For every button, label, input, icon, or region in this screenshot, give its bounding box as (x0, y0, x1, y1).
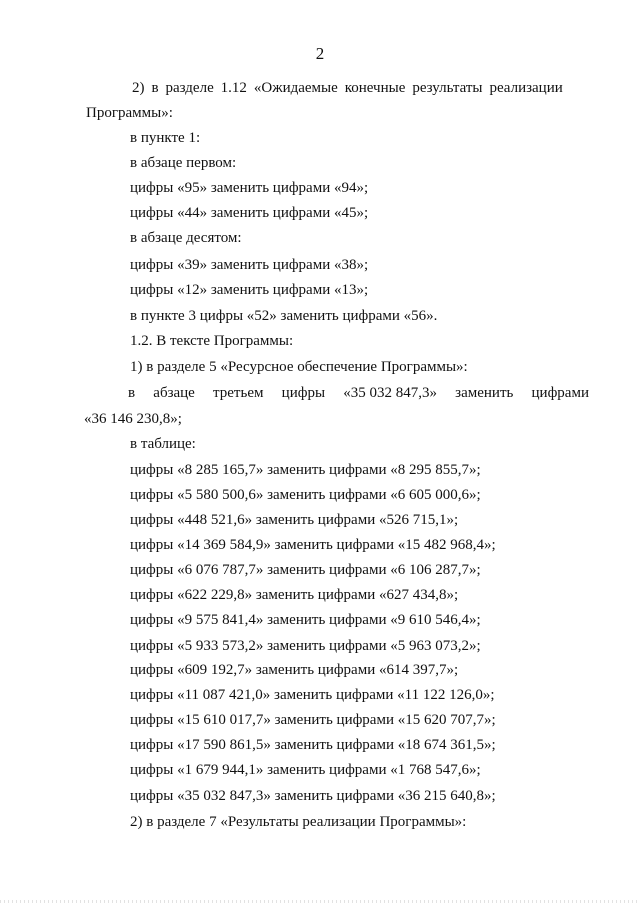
amendment-line: цифры «6 076 787,7» заменить цифрами «6 106 287,7»; (130, 562, 481, 578)
scan-edge-artifact (0, 900, 640, 903)
paragraph-line-text: 2) в разделе 1.12 «Ожидаемые конечные результаты реализации (132, 80, 563, 96)
paragraph-line: в таблице: (130, 436, 196, 452)
paragraph-line: в пункте 3 цифры «52» заменить цифрами «56». (130, 308, 438, 324)
paragraph-line: Программы»: (86, 105, 173, 121)
amendment-line: цифры «5 580 500,6» заменить цифрами «6 605 000,6»; (130, 487, 481, 503)
paragraph-line: в абзаце первом: (130, 155, 237, 171)
amendment-line: цифры «17 590 861,5» заменить цифрами «18 674 361,5»; (130, 737, 496, 753)
paragraph-line: в абзаце десятом: (130, 230, 242, 246)
word: цифрами (531, 385, 589, 401)
word: в (128, 385, 136, 401)
amendment-line: цифры «5 933 573,2» заменить цифрами «5 963 073,2»; (130, 638, 481, 654)
paragraph-line: «36 146 230,8»; (84, 411, 182, 427)
word: заменить (455, 385, 514, 401)
justified-paragraph-line (128, 383, 589, 403)
paragraph-line: 1) в разделе 5 «Ресурсное обеспечение Программы»: (130, 359, 468, 375)
paragraph-line: 2) в разделе 7 «Результаты реализации Программы»: (130, 814, 467, 830)
word: цифры (281, 385, 326, 401)
paragraph-line: цифры «39» заменить цифрами «38»; (130, 257, 369, 273)
amendment-line: цифры «35 032 847,3» заменить цифрами «36 215 640,8»; (130, 788, 496, 804)
paragraph-line: цифры «44» заменить цифрами «45»; (130, 205, 369, 221)
amendment-line: цифры «1 679 944,1» заменить цифрами «1 768 547,6»; (130, 762, 481, 778)
amendment-line: цифры «15 610 017,7» заменить цифрами «15 620 707,7»; (130, 712, 496, 728)
paragraph-line: в пункте 1: (130, 130, 201, 146)
paragraph-line (132, 78, 591, 98)
amendment-line: цифры «448 521,6» заменить цифрами «526 715,1»; (130, 512, 459, 528)
word: абзаце (153, 385, 195, 401)
paragraph-line: 1.2. В тексте Программы: (130, 333, 294, 349)
page-number: 2 (315, 44, 325, 63)
paragraph-line: цифры «12» заменить цифрами «13»; (130, 282, 369, 298)
word: третьем (213, 385, 264, 401)
amendment-line: цифры «11 087 421,0» заменить цифрами «11 122 126,0»; (130, 687, 495, 703)
amendment-line: цифры «609 192,7» заменить цифрами «614 397,7»; (130, 662, 459, 678)
word: «35 032 847,3» (343, 385, 437, 401)
paragraph-line: цифры «95» заменить цифрами «94»; (130, 180, 369, 196)
amendment-line: цифры «14 369 584,9» заменить цифрами «15 482 968,4»; (130, 537, 496, 553)
amendment-line: цифры «622 229,8» заменить цифрами «627 434,8»; (130, 587, 459, 603)
amendment-line: цифры «9 575 841,4» заменить цифрами «9 610 546,4»; (130, 612, 481, 628)
amendment-line: цифры «8 285 165,7» заменить цифрами «8 295 855,7»; (130, 462, 481, 478)
